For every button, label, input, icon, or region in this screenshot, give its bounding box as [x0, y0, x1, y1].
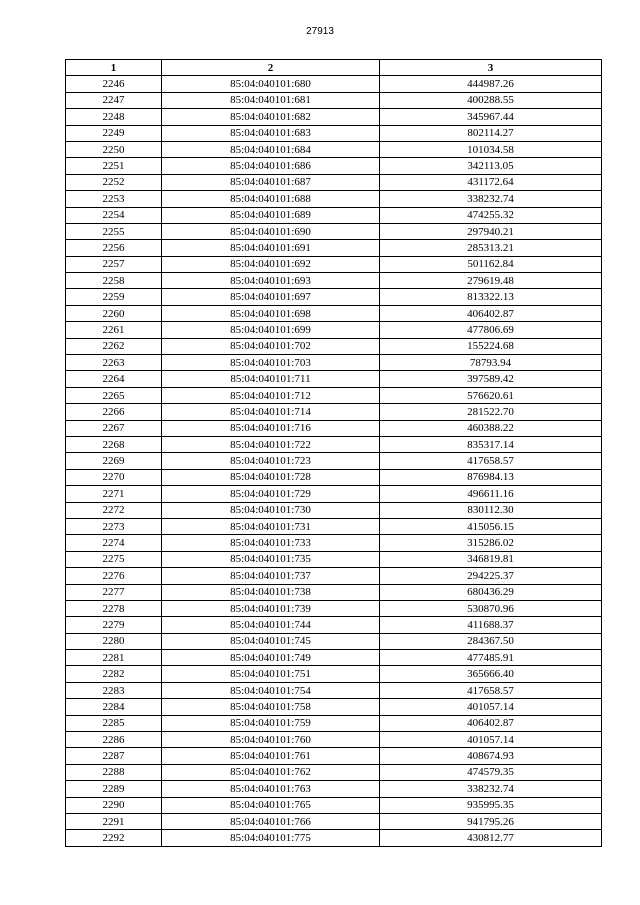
row-number-cell: 2284 [66, 699, 162, 715]
row-number-cell: 2250 [66, 141, 162, 157]
table-row [66, 633, 602, 649]
table-row [66, 109, 602, 125]
cadastral-number-cell: 85:04:040101:686 [162, 158, 380, 174]
table-row [66, 551, 602, 567]
row-number-cell: 2270 [66, 469, 162, 485]
value-cell: 400288.55 [380, 92, 602, 108]
row-number-cell: 2288 [66, 764, 162, 780]
cadastral-number-cell: 85:04:040101:703 [162, 355, 380, 371]
cadastral-number-cell: 85:04:040101:690 [162, 223, 380, 239]
table-row [66, 436, 602, 452]
table-row [66, 92, 602, 108]
row-number-cell: 2254 [66, 207, 162, 223]
table-row [66, 797, 602, 813]
cadastral-number-cell: 85:04:040101:730 [162, 502, 380, 518]
cadastral-number-cell: 85:04:040101:739 [162, 600, 380, 616]
value-cell: 430812.77 [380, 830, 602, 846]
row-number-cell: 2274 [66, 535, 162, 551]
table-row [66, 404, 602, 420]
value-cell: 338232.74 [380, 781, 602, 797]
table-row [66, 387, 602, 403]
value-cell: 408674.93 [380, 748, 602, 764]
cadastral-number-cell: 85:04:040101:711 [162, 371, 380, 387]
row-number-cell: 2290 [66, 797, 162, 813]
cadastral-number-cell: 85:04:040101:729 [162, 486, 380, 502]
table-row [66, 469, 602, 485]
cadastral-number-cell: 85:04:040101:745 [162, 633, 380, 649]
table-row [66, 781, 602, 797]
value-cell: 401057.14 [380, 732, 602, 748]
value-cell: 501162.84 [380, 256, 602, 272]
row-number-cell: 2252 [66, 174, 162, 190]
row-number-cell: 2276 [66, 568, 162, 584]
cadastral-number-cell: 85:04:040101:761 [162, 748, 380, 764]
cadastral-number-cell: 85:04:040101:680 [162, 76, 380, 92]
cadastral-number-cell: 85:04:040101:682 [162, 109, 380, 125]
cadastral-number-cell: 85:04:040101:737 [162, 568, 380, 584]
table-row [66, 600, 602, 616]
value-cell: 431172.64 [380, 174, 602, 190]
cadastral-number-cell: 85:04:040101:698 [162, 305, 380, 321]
value-cell: 401057.14 [380, 699, 602, 715]
value-cell: 417658.57 [380, 453, 602, 469]
cadastral-number-cell: 85:04:040101:714 [162, 404, 380, 420]
row-number-cell: 2263 [66, 355, 162, 371]
table-row [66, 764, 602, 780]
row-number-cell: 2285 [66, 715, 162, 731]
cadastral-number-cell: 85:04:040101:775 [162, 830, 380, 846]
table-row [66, 223, 602, 239]
table-row [66, 502, 602, 518]
column-header-value: 3 [380, 60, 602, 76]
value-cell: 876984.13 [380, 469, 602, 485]
value-cell: 935995.35 [380, 797, 602, 813]
value-cell: 294225.37 [380, 568, 602, 584]
value-cell: 346819.81 [380, 551, 602, 567]
table-row [66, 240, 602, 256]
row-number-cell: 2291 [66, 813, 162, 829]
row-number-cell: 2286 [66, 732, 162, 748]
row-number-cell: 2287 [66, 748, 162, 764]
value-cell: 297940.21 [380, 223, 602, 239]
table-row [66, 305, 602, 321]
value-cell: 315286.02 [380, 535, 602, 551]
row-number-cell: 2247 [66, 92, 162, 108]
value-cell: 576620.61 [380, 387, 602, 403]
value-cell: 285313.21 [380, 240, 602, 256]
cadastral-number-cell: 85:04:040101:759 [162, 715, 380, 731]
row-number-cell: 2269 [66, 453, 162, 469]
table-body [66, 76, 602, 846]
cadastral-number-cell: 85:04:040101:697 [162, 289, 380, 305]
cadastral-number-cell: 85:04:040101:758 [162, 699, 380, 715]
cadastral-number-cell: 85:04:040101:723 [162, 453, 380, 469]
value-cell: 155224.68 [380, 338, 602, 354]
cadastral-number-cell: 85:04:040101:754 [162, 682, 380, 698]
value-cell: 345967.44 [380, 109, 602, 125]
table-row [66, 830, 602, 846]
table-row [66, 650, 602, 666]
cadastral-number-cell: 85:04:040101:688 [162, 191, 380, 207]
row-number-cell: 2289 [66, 781, 162, 797]
value-cell: 813322.13 [380, 289, 602, 305]
value-cell: 397589.42 [380, 371, 602, 387]
table-row [66, 289, 602, 305]
row-number-cell: 2277 [66, 584, 162, 600]
table-row [66, 158, 602, 174]
cadastral-number-cell: 85:04:040101:691 [162, 240, 380, 256]
value-cell: 474255.32 [380, 207, 602, 223]
table-row [66, 666, 602, 682]
row-number-cell: 2267 [66, 420, 162, 436]
row-number-cell: 2280 [66, 633, 162, 649]
cadastral-number-cell: 85:04:040101:683 [162, 125, 380, 141]
table-row [66, 420, 602, 436]
row-number-cell: 2273 [66, 518, 162, 534]
table-row [66, 207, 602, 223]
page-number: 27913 [306, 26, 334, 37]
table-row [66, 486, 602, 502]
value-cell: 338232.74 [380, 191, 602, 207]
cadastral-number-cell: 85:04:040101:689 [162, 207, 380, 223]
row-number-cell: 2278 [66, 600, 162, 616]
table-header [66, 60, 602, 76]
table-row [66, 682, 602, 698]
cadastral-value-table [65, 59, 602, 847]
table-row [66, 256, 602, 272]
value-cell: 101034.58 [380, 141, 602, 157]
table-row [66, 584, 602, 600]
value-cell: 365666.40 [380, 666, 602, 682]
row-number-cell: 2261 [66, 322, 162, 338]
cadastral-number-cell: 85:04:040101:684 [162, 141, 380, 157]
value-cell: 406402.87 [380, 715, 602, 731]
cadastral-number-cell: 85:04:040101:749 [162, 650, 380, 666]
value-cell: 496611.16 [380, 486, 602, 502]
table-row [66, 617, 602, 633]
cadastral-number-cell: 85:04:040101:735 [162, 551, 380, 567]
column-header-cadastral-number: 2 [162, 60, 380, 76]
cadastral-number-cell: 85:04:040101:760 [162, 732, 380, 748]
value-cell: 417658.57 [380, 682, 602, 698]
cadastral-number-cell: 85:04:040101:765 [162, 797, 380, 813]
cadastral-number-cell: 85:04:040101:687 [162, 174, 380, 190]
value-cell: 802114.27 [380, 125, 602, 141]
table-header-row [66, 60, 602, 76]
table-row [66, 191, 602, 207]
row-number-cell: 2281 [66, 650, 162, 666]
row-number-cell: 2257 [66, 256, 162, 272]
table-row [66, 76, 602, 92]
row-number-cell: 2266 [66, 404, 162, 420]
table-row [66, 813, 602, 829]
cadastral-number-cell: 85:04:040101:699 [162, 322, 380, 338]
table-row [66, 732, 602, 748]
table-row [66, 125, 602, 141]
table-row [66, 748, 602, 764]
table-row [66, 715, 602, 731]
table-row [66, 453, 602, 469]
value-cell: 474579.35 [380, 764, 602, 780]
column-header-number: 1 [66, 60, 162, 76]
row-number-cell: 2258 [66, 273, 162, 289]
table-row [66, 535, 602, 551]
row-number-cell: 2282 [66, 666, 162, 682]
cadastral-number-cell: 85:04:040101:733 [162, 535, 380, 551]
cadastral-number-cell: 85:04:040101:738 [162, 584, 380, 600]
value-cell: 941795.26 [380, 813, 602, 829]
table-row [66, 355, 602, 371]
cadastral-number-cell: 85:04:040101:681 [162, 92, 380, 108]
value-cell: 477806.69 [380, 322, 602, 338]
value-cell: 284367.50 [380, 633, 602, 649]
table-row [66, 174, 602, 190]
row-number-cell: 2275 [66, 551, 162, 567]
row-number-cell: 2272 [66, 502, 162, 518]
value-cell: 342113.05 [380, 158, 602, 174]
value-cell: 477485.91 [380, 650, 602, 666]
cadastral-number-cell: 85:04:040101:716 [162, 420, 380, 436]
row-number-cell: 2262 [66, 338, 162, 354]
row-number-cell: 2246 [66, 76, 162, 92]
cadastral-number-cell: 85:04:040101:693 [162, 273, 380, 289]
value-cell: 680436.29 [380, 584, 602, 600]
cadastral-number-cell: 85:04:040101:722 [162, 436, 380, 452]
cadastral-number-cell: 85:04:040101:728 [162, 469, 380, 485]
value-cell: 830112.30 [380, 502, 602, 518]
cadastral-number-cell: 85:04:040101:692 [162, 256, 380, 272]
row-number-cell: 2256 [66, 240, 162, 256]
row-number-cell: 2249 [66, 125, 162, 141]
value-cell: 444987.26 [380, 76, 602, 92]
value-cell: 835317.14 [380, 436, 602, 452]
cadastral-number-cell: 85:04:040101:763 [162, 781, 380, 797]
cadastral-number-cell: 85:04:040101:751 [162, 666, 380, 682]
row-number-cell: 2271 [66, 486, 162, 502]
row-number-cell: 2292 [66, 830, 162, 846]
table-row [66, 371, 602, 387]
row-number-cell: 2253 [66, 191, 162, 207]
row-number-cell: 2283 [66, 682, 162, 698]
value-cell: 415056.15 [380, 518, 602, 534]
row-number-cell: 2248 [66, 109, 162, 125]
table-row [66, 518, 602, 534]
value-cell: 530870.96 [380, 600, 602, 616]
value-cell: 78793.94 [380, 355, 602, 371]
cadastral-number-cell: 85:04:040101:731 [162, 518, 380, 534]
value-cell: 411688.37 [380, 617, 602, 633]
table-row [66, 568, 602, 584]
table-row [66, 322, 602, 338]
row-number-cell: 2268 [66, 436, 162, 452]
table-row [66, 141, 602, 157]
row-number-cell: 2264 [66, 371, 162, 387]
row-number-cell: 2279 [66, 617, 162, 633]
value-cell: 281522.70 [380, 404, 602, 420]
table-row [66, 699, 602, 715]
row-number-cell: 2265 [66, 387, 162, 403]
table-row [66, 338, 602, 354]
row-number-cell: 2259 [66, 289, 162, 305]
row-number-cell: 2251 [66, 158, 162, 174]
value-cell: 279619.48 [380, 273, 602, 289]
cadastral-number-cell: 85:04:040101:744 [162, 617, 380, 633]
cadastral-number-cell: 85:04:040101:766 [162, 813, 380, 829]
table-row [66, 273, 602, 289]
cadastral-number-cell: 85:04:040101:712 [162, 387, 380, 403]
value-cell: 460388.22 [380, 420, 602, 436]
row-number-cell: 2260 [66, 305, 162, 321]
cadastral-number-cell: 85:04:040101:702 [162, 338, 380, 354]
value-cell: 406402.87 [380, 305, 602, 321]
cadastral-number-cell: 85:04:040101:762 [162, 764, 380, 780]
row-number-cell: 2255 [66, 223, 162, 239]
